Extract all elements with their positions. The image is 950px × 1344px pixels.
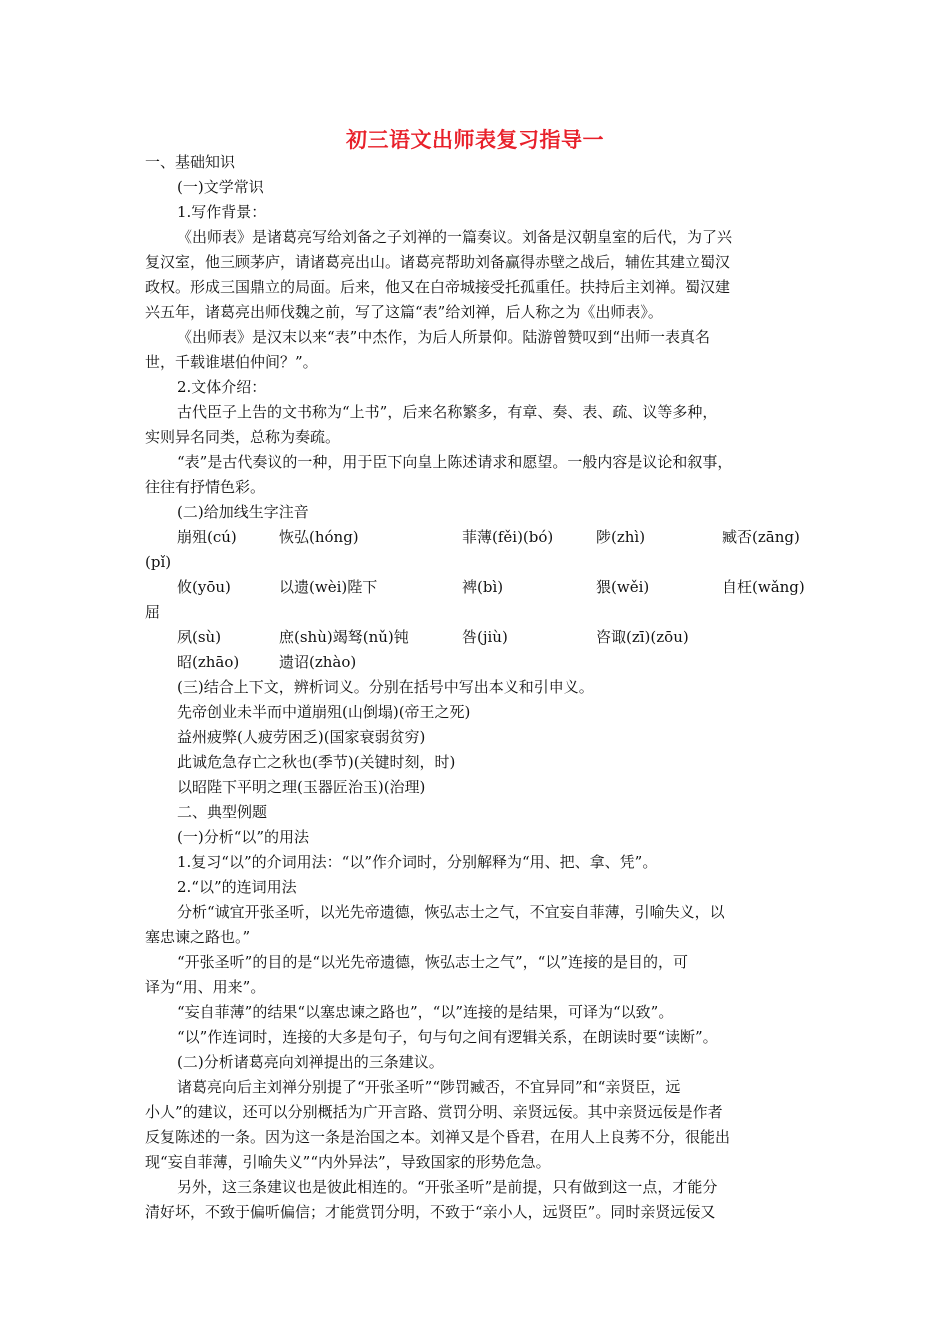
paragraph-line: 1.复习“以”的介词用法：“以”作介词时，分别解释为“用、把、拿、凭”。: [177, 853, 658, 871]
item-heading: 2.“以”的连词用法: [177, 878, 297, 896]
pinyin-entry: 咎(jiù): [462, 628, 508, 646]
paragraph-line: 此诚危急存亡之秋也(季节)(关键时刻，时): [177, 753, 456, 771]
paragraph-line: 以昭陛下平明之理(玉器匠治玉)(治理): [177, 778, 426, 796]
pinyin-entry: 咨诹(zī)(zōu): [596, 628, 689, 646]
paragraph-line: 塞忠谏之路也。”: [145, 928, 251, 946]
document-title: 初三语文出师表复习指导一: [346, 128, 604, 152]
subsection-heading: (二)分析诸葛亮向刘禅提出的三条建议。: [177, 1053, 444, 1071]
paragraph-line: “妄自菲薄”的结果“以塞忠谏之路也”，“以”连接的是结果，可译为“以致”。: [177, 1003, 674, 1021]
pinyin-entry: 恢弘(hóng): [279, 528, 359, 546]
item-heading: 1.写作背景：: [177, 203, 267, 221]
paragraph-line: 政权。形成三国鼎立的局面。后来，他又在白帝城接受托孤重任。扶持后主刘禅。蜀汉建: [145, 278, 731, 296]
paragraph-line: 先帝创业未半而中道崩殂(山倒塌)(帝王之死): [177, 703, 471, 721]
pinyin-entry: 庶(shù)竭驽(nǔ)钝: [279, 628, 409, 646]
subsection-heading: (一)文学常识: [177, 178, 264, 196]
pinyin-entry: 屈: [145, 603, 161, 621]
pinyin-entry: 攸(yōu): [177, 578, 231, 596]
paragraph-line: 反复陈述的一条。因为这一条是治国之本。刘禅又是个昏君，在用人上良莠不分，很能出: [145, 1128, 731, 1146]
paragraph-line: 现“妄自菲薄，引喻失义”“内外异法”，导致国家的形势危急。: [145, 1153, 551, 1171]
paragraph-line: 《出师表》是诸葛亮写给刘备之子刘禅的一篇奏议。刘备是汉朝皇室的后代，为了兴: [177, 228, 733, 246]
paragraph-line: 益州疲弊(人疲劳困乏)(国家衰弱贫穷): [177, 728, 426, 746]
paragraph-line: 《出师表》是汉末以来“表”中杰作，为后人所景仰。陆游曾赞叹到“出师一表真名: [177, 328, 711, 346]
paragraph-line: 古代臣子上告的文书称为“上书”，后来名称繁多，有章、奏、表、疏、议等多种，: [177, 403, 718, 421]
paragraph-line: 译为“用、用来”。: [145, 978, 266, 996]
pinyin-entry: (pǐ): [145, 553, 172, 571]
paragraph-line: 分析“诚宜开张圣听，以光先帝遗德，恢弘志士之气，不宜妄自菲薄，引喻失义，以: [177, 903, 725, 921]
paragraph-line: 实则异名同类，总称为奏疏。: [145, 428, 341, 446]
paragraph-line: “以”作连词时，连接的大多是句子，句与句之间有逻辑关系，在朗读时要“读断”。: [177, 1028, 718, 1046]
subsection-heading: (一)分析“以”的用法: [177, 828, 310, 846]
paragraph-line: 另外，这三条建议也是彼此相连的。“开张圣听”是前提，只有做到这一点，才能分: [177, 1178, 718, 1196]
paragraph-line: “开张圣听”的目的是“以光先帝遗德，恢弘志士之气”，“以”连接的是目的，可: [177, 953, 689, 971]
paragraph-line: 小人”的建议，还可以分别概括为广开言路、赏罚分明、亲贤远佞。其中亲贤远佞是作者: [145, 1103, 723, 1121]
paragraph-line: 往往有抒情色彩。: [145, 478, 266, 496]
pinyin-entry: 臧否(zāng): [722, 528, 800, 546]
subsection-heading: (二)给加线生字注音: [177, 503, 309, 521]
paragraph-line: 复汉室，他三顾茅庐，请诸葛亮出山。诸葛亮帮助刘备赢得赤壁之战后，辅佐其建立蜀汉: [145, 253, 731, 271]
pinyin-entry: 崩殂(cú): [177, 528, 237, 546]
pinyin-entry: 以遗(wèi)陛下: [279, 578, 378, 596]
section-heading: 一、基础知识: [145, 153, 236, 171]
pinyin-entry: 夙(sù): [177, 628, 222, 646]
paragraph-line: 世，千载谁堪伯仲间？”。: [145, 353, 318, 371]
pinyin-entry: 裨(bì): [462, 578, 504, 596]
section-heading: 二、典型例题: [177, 803, 268, 821]
paragraph-line: “表”是古代奏议的一种，用于臣下向皇上陈述请求和愿望。一般内容是议论和叙事，: [177, 453, 733, 471]
pinyin-entry: 自枉(wǎng): [722, 578, 805, 596]
pinyin-entry: 昭(zhāo): [177, 653, 240, 671]
pinyin-entry: 遗诏(zhào): [279, 653, 357, 671]
item-heading: 2.文体介绍：: [177, 378, 267, 396]
pinyin-entry: 猥(wěi): [596, 578, 650, 596]
paragraph-line: 兴五年，诸葛亮出师伐魏之前，写了这篇“表”给刘禅，后人称之为《出师表》。: [145, 303, 663, 321]
pinyin-entry: 陟(zhì): [596, 528, 646, 546]
pinyin-entry: 菲薄(fěi)(bó): [462, 528, 554, 546]
subsection-heading: (三)结合上下文，辨析词义。分别在括号中写出本义和引申义。: [177, 678, 594, 696]
paragraph-line: 诸葛亮向后主刘禅分别提了“开张圣听”“陟罚臧否，不宜异同”和“亲贤臣，远: [177, 1078, 681, 1096]
paragraph-line: 清好坏，不致于偏听偏信；才能赏罚分明，不致于“亲小人，远贤臣”。同时亲贤远佞又: [145, 1203, 716, 1221]
